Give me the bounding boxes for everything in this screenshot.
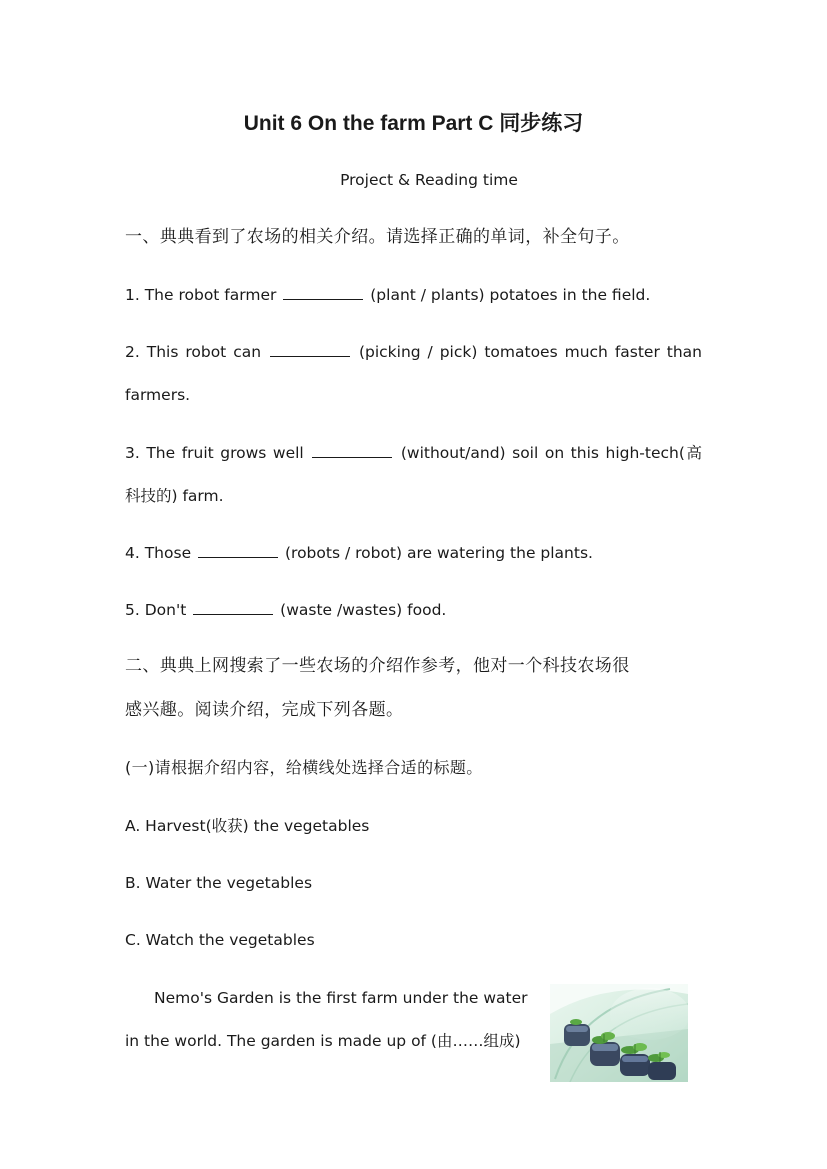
part2-instruction-line1: 二、典典上网搜索了一些农场的介绍作参考，他对一个科技农场很 xyxy=(125,656,630,676)
q3-after: (without/and) soil on this high-tech(高 xyxy=(400,444,703,462)
q2-after: (picking / pick) tomatoes much faster than xyxy=(358,343,702,361)
q5-blank xyxy=(193,600,273,615)
part1-instruction: 一、典典看到了农场的相关介绍。请选择正确的单词，补全句子。 xyxy=(125,227,630,247)
underwater-garden-image xyxy=(550,984,688,1082)
page-subtitle: Project & Reading time xyxy=(340,171,518,189)
option-b: B. Water the vegetables xyxy=(125,874,313,892)
q5-after: (waste /wastes) food. xyxy=(280,601,447,619)
q1-before: 1. The robot farmer xyxy=(125,286,277,304)
part2-sub-instruction: (一)请根据介绍内容，给横线处选择合适的标题。 xyxy=(125,758,483,777)
q5-before: 5. Don't xyxy=(125,601,187,619)
page-title: Unit 6 On the farm Part C 同步练习 xyxy=(243,112,584,135)
option-a: A. Harvest(收获) the vegetables xyxy=(125,817,370,835)
q2-before: 2. This robot can xyxy=(125,343,262,361)
option-c: C. Watch the vegetables xyxy=(125,931,315,949)
part2-instruction-line2: 感兴趣。阅读介绍，完成下列各题。 xyxy=(125,700,404,720)
question-4 xyxy=(125,543,593,563)
q4-before: 4. Those xyxy=(125,544,192,562)
question-1 xyxy=(125,285,650,305)
q3-before: 3. The fruit grows well xyxy=(125,444,304,462)
passage-line-2: in the world. The garden is made up of (由……组成) xyxy=(125,1032,521,1050)
question-3-continued: 科技的) farm. xyxy=(125,487,224,505)
q1-blank xyxy=(283,285,363,300)
question-5 xyxy=(125,600,446,620)
q4-blank xyxy=(198,543,278,558)
q1-after: (plant / plants) potatoes in the field. xyxy=(370,286,651,304)
question-2-continued: farmers. xyxy=(125,386,191,404)
q4-after: (robots / robot) are watering the plants. xyxy=(284,544,593,562)
passage-line-1: Nemo's Garden is the first farm under the water xyxy=(154,989,528,1007)
question-3 xyxy=(125,443,702,463)
q3-blank xyxy=(312,443,392,458)
q2-blank xyxy=(270,342,350,357)
question-2 xyxy=(125,342,702,362)
